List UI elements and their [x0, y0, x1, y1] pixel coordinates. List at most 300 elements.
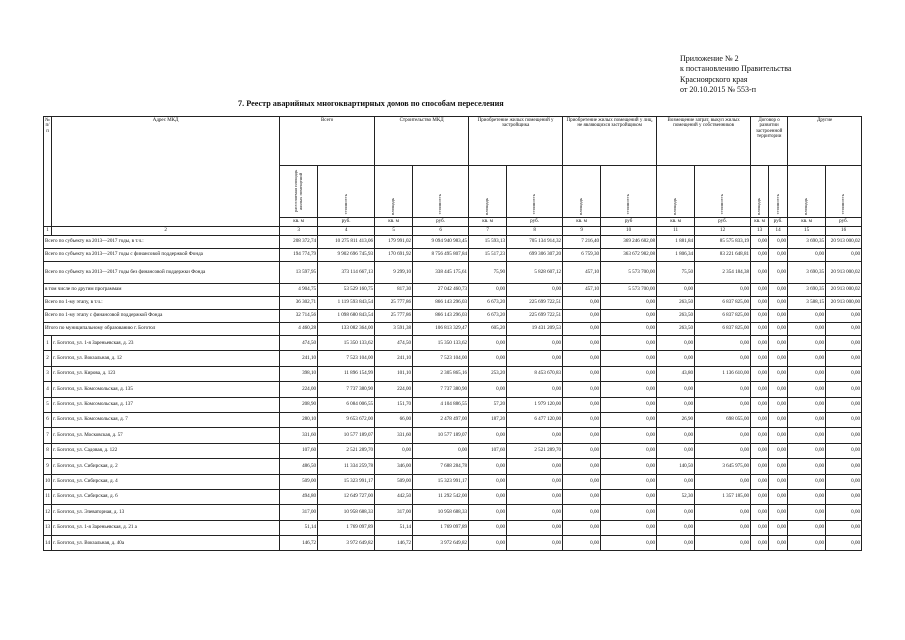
summary-cell: 6 759,30	[563, 249, 601, 262]
summary-cell: 0,00	[788, 249, 826, 262]
table-cell: 3 645 975,00	[695, 459, 751, 474]
summary-cell: 0,00	[563, 310, 601, 323]
table-cell: 698 055,00	[695, 412, 751, 427]
summary-cell: 27 042 460,73	[413, 284, 469, 297]
table-cell: 0,00	[469, 505, 507, 520]
header-purchase-developer: Приобретение жилых помещений у застройщика	[469, 117, 563, 166]
summary-row-label: Всего по 1-му этапу, в т.ч.:	[44, 297, 280, 310]
summary-cell: 1 119 593 843,54	[318, 297, 375, 310]
table-cell: 0,00	[788, 443, 826, 458]
summary-cell: 15 593,13	[469, 236, 507, 249]
summary-cell: 0,00	[695, 284, 751, 297]
header-address: Адрес МКД	[52, 117, 280, 227]
table-cell: 0,00	[563, 412, 601, 427]
table-cell: 0,00	[769, 382, 788, 397]
summary-cell: 373 114 667,13	[318, 262, 375, 284]
column-number: 3	[280, 227, 318, 236]
table-cell: 0,00	[769, 489, 788, 504]
subheader-area: площадь	[563, 166, 601, 218]
table-cell: 0,00	[657, 382, 695, 397]
table-cell: 57,20	[469, 397, 507, 412]
table-cell: 0,00	[826, 397, 862, 412]
unit-cell: руб.	[695, 218, 751, 227]
summary-cell: 0,00	[601, 323, 657, 336]
column-number: 6	[413, 227, 469, 236]
summary-cell: 1 806,34	[657, 249, 695, 262]
summary-cell: 6 673,20	[469, 297, 507, 310]
table-cell: 0,00	[469, 351, 507, 366]
table-cell: 146,72	[375, 536, 413, 551]
column-number: 14	[769, 227, 788, 236]
summary-cell: 9 094 940 983,45	[413, 236, 469, 249]
table-cell: 0,00	[788, 459, 826, 474]
summary-row	[44, 310, 862, 323]
table-cell: 151,70	[375, 397, 413, 412]
summary-cell: 9 299,10	[375, 262, 413, 284]
table-cell: 15 323 991,17	[318, 474, 375, 489]
table-cell: 0,00	[601, 474, 657, 489]
column-number: 1	[44, 227, 52, 236]
table-cell: 208,90	[280, 397, 318, 412]
table-cell: 0,00	[507, 505, 563, 520]
table-cell: 0,00	[695, 505, 751, 520]
table-cell: 66,00	[375, 412, 413, 427]
table-cell: 10 577 189,07	[413, 428, 469, 443]
column-number: 13	[751, 227, 769, 236]
table-cell: 101,10	[375, 366, 413, 381]
header-row-groups	[44, 117, 862, 166]
table-cell: 6 084 006,55	[318, 397, 375, 412]
summary-cell: 4 904,75	[280, 284, 318, 297]
table-cell: 1 357 185,00	[695, 489, 751, 504]
table-cell: 486,50	[280, 459, 318, 474]
table-cell: 0,00	[826, 474, 862, 489]
table-cell: 8 453 670,83	[507, 366, 563, 381]
table-cell: 0,00	[826, 336, 862, 351]
summary-cell: 0,00	[751, 323, 769, 336]
summary-cell: 15 517,23	[469, 249, 507, 262]
unit-cell: руб.	[826, 218, 862, 227]
summary-cell: 1 098 680 843,54	[318, 310, 375, 323]
summary-cell: 0,00	[751, 284, 769, 297]
table-cell: 0,00	[563, 520, 601, 535]
summary-cell: 6 837 825,00	[695, 310, 751, 323]
table-row	[44, 412, 862, 427]
column-number: 9	[563, 227, 601, 236]
table-cell: 0,00	[695, 397, 751, 412]
summary-cell: 605,20	[469, 323, 507, 336]
table-cell: 107,60	[280, 443, 318, 458]
table-cell: 0,00	[788, 351, 826, 366]
table-cell: 0,00	[601, 443, 657, 458]
table-cell: 0,00	[563, 382, 601, 397]
summary-cell: 6 673,20	[469, 310, 507, 323]
table-cell: 2 305 865,16	[413, 366, 469, 381]
table-cell: 1 769 097,89	[413, 520, 469, 535]
table-cell: 0,00	[507, 520, 563, 535]
table-cell: 43,80	[657, 366, 695, 381]
row-number: 2	[44, 351, 52, 366]
summary-cell: 866 143 296,03	[413, 310, 469, 323]
summary-cell: 5 573 700,00	[601, 262, 657, 284]
table-cell: 0,00	[826, 412, 862, 427]
table-cell: 52,30	[657, 489, 695, 504]
summary-row	[44, 284, 862, 297]
unit-cell: руб	[601, 218, 657, 227]
row-number: 3	[44, 366, 52, 381]
table-cell: 0,00	[657, 336, 695, 351]
row-address: г. Боготол, ул. Комсомольская, д. 135	[52, 382, 280, 397]
table-row	[44, 474, 862, 489]
row-address: г. Боготол, ул. Вокзальная, д. 12	[52, 351, 280, 366]
row-number: 9	[44, 459, 52, 474]
table-cell: 0,00	[751, 382, 769, 397]
row-number: 11	[44, 489, 52, 504]
row-address: г. Боготол, ул. Сибирская, д. 2	[52, 459, 280, 474]
table-cell: 0,00	[563, 443, 601, 458]
summary-cell: 75,90	[469, 262, 507, 284]
header-total: Всего	[280, 117, 375, 166]
table-cell: 0,00	[469, 336, 507, 351]
row-address: г. Боготол, ул. Кирова, д. 123	[52, 366, 280, 381]
summary-cell: 0,00	[769, 310, 788, 323]
summary-cell: 25 777,86	[375, 310, 413, 323]
table-cell: 0,00	[751, 428, 769, 443]
table-row	[44, 489, 862, 504]
column-number: 15	[788, 227, 826, 236]
row-address: г. Боготол, ул. Сибирская, д. 6	[52, 489, 280, 504]
header-construction: Строительство МКД	[375, 117, 469, 166]
table-cell: 0,00	[769, 336, 788, 351]
summary-cell: 0,00	[563, 323, 601, 336]
summary-cell: 3 591,38	[375, 323, 413, 336]
subheader-area: площадь	[788, 166, 826, 218]
table-row	[44, 520, 862, 535]
table-cell: 26,90	[657, 412, 695, 427]
table-cell: 0,00	[769, 412, 788, 427]
table-cell: 0,00	[601, 536, 657, 551]
table-cell: 0,00	[657, 536, 695, 551]
table-cell: 0,00	[751, 443, 769, 458]
table-cell: 0,00	[788, 382, 826, 397]
summary-cell: 0,00	[563, 297, 601, 310]
summary-row-label: Всего по субъекту на 2013—2017 годы с финансовой поддержкой Фонда	[44, 249, 280, 262]
approval-line-2: к постановлению Правительства	[680, 64, 792, 74]
summary-row	[44, 249, 862, 262]
table-cell: 0,00	[469, 474, 507, 489]
summary-cell: 0,00	[769, 249, 788, 262]
approval-line-3: Красноярского края	[680, 74, 748, 84]
table-cell: 241,10	[280, 351, 318, 366]
subheader-cost: стоимость	[826, 166, 862, 218]
table-cell: 0,00	[469, 536, 507, 551]
table-row	[44, 397, 862, 412]
summary-cell: 106 813 329,47	[413, 323, 469, 336]
table-cell: 2 521 289,70	[318, 443, 375, 458]
summary-cell: 457,10	[563, 262, 601, 284]
row-number: 5	[44, 397, 52, 412]
summary-cell: 20 913 000,02	[826, 236, 862, 249]
summary-cell: 0,00	[788, 323, 826, 336]
unit-cell: руб.	[413, 218, 469, 227]
row-address: г. Боготол, ул. Сибирская, д. 4	[52, 474, 280, 489]
table-cell: 0,00	[769, 397, 788, 412]
table-cell: 7 737 380,90	[413, 382, 469, 397]
row-address: г. Боготол, ул. Комсомольская, д. 137	[52, 397, 280, 412]
table-cell: 15 350 133,62	[318, 336, 375, 351]
table-cell: 0,00	[769, 505, 788, 520]
summary-cell: 9 902 696 745,93	[318, 249, 375, 262]
row-address: г. Боготол, ул. Московская, д. 57	[52, 428, 280, 443]
summary-cell: 19 431 209,53	[507, 323, 563, 336]
summary-cell: 263,50	[657, 310, 695, 323]
table-cell: 11 334 259,78	[318, 459, 375, 474]
table-cell: 0,00	[601, 459, 657, 474]
table-cell: 509,00	[280, 474, 318, 489]
row-address: г. Боготол, ул. Вокзальная, д. 40а	[52, 536, 280, 551]
table-cell: 0,00	[601, 351, 657, 366]
row-number: 6	[44, 412, 52, 427]
summary-cell: 0,00	[826, 310, 862, 323]
summary-cell: 0,00	[601, 297, 657, 310]
table-row	[44, 382, 862, 397]
table-cell: 0,00	[507, 489, 563, 504]
table-cell: 4 104 886,55	[413, 397, 469, 412]
column-number: 8	[507, 227, 563, 236]
unit-cell: кв. м	[788, 218, 826, 227]
table-cell: 0,00	[563, 459, 601, 474]
summary-cell: 208 372,74	[280, 236, 318, 249]
summary-cell: 225 699 722,51	[507, 297, 563, 310]
table-cell: 0,00	[751, 489, 769, 504]
table-row	[44, 443, 862, 458]
summary-cell: 179 991,02	[375, 236, 413, 249]
header-no: № п/п	[44, 117, 52, 227]
summary-cell: 7 216,40	[563, 236, 601, 249]
table-cell: 0,00	[563, 397, 601, 412]
summary-cell: 705 134 914,32	[507, 236, 563, 249]
table-cell: 509,00	[375, 474, 413, 489]
table-cell: 6 477 120,00	[507, 412, 563, 427]
table-cell: 0,00	[769, 351, 788, 366]
table-cell: 0,00	[695, 336, 751, 351]
summary-cell: 0,00	[751, 249, 769, 262]
table-cell: 0,00	[769, 474, 788, 489]
table-cell: 317,00	[375, 505, 413, 520]
table-cell: 107,60	[469, 443, 507, 458]
summary-cell: 10 275 811 413,06	[318, 236, 375, 249]
unit-cell: руб.	[769, 218, 788, 227]
table-row	[44, 336, 862, 351]
registry-table	[43, 116, 862, 551]
summary-cell: 0,00	[788, 310, 826, 323]
table-cell: 0,00	[826, 366, 862, 381]
summary-cell: 0,00	[769, 323, 788, 336]
table-cell: 0,00	[563, 351, 601, 366]
summary-cell: 3 690,35	[788, 236, 826, 249]
table-cell: 0,00	[751, 351, 769, 366]
summary-cell: 0,00	[751, 297, 769, 310]
table-cell: 0,00	[563, 489, 601, 504]
table-cell: 0,00	[695, 443, 751, 458]
summary-cell: 817,30	[375, 284, 413, 297]
table-cell: 0,00	[695, 428, 751, 443]
table-cell: 0,00	[826, 382, 862, 397]
table-cell: 224,00	[280, 382, 318, 397]
table-cell: 7 523 104,00	[318, 351, 375, 366]
row-address: г. Боготол, ул. Садовая, д. 122	[52, 443, 280, 458]
table-cell: 442,50	[375, 489, 413, 504]
table-row	[44, 428, 862, 443]
unit-cell: кв. м	[469, 218, 507, 227]
table-cell: 0,00	[375, 443, 413, 458]
summary-cell: 369 246 682,08	[601, 236, 657, 249]
row-number: 12	[44, 505, 52, 520]
table-cell: 0,00	[826, 489, 862, 504]
table-cell: 10 958 688,33	[318, 505, 375, 520]
summary-cell: 83 221 648,81	[695, 249, 751, 262]
summary-cell: 0,00	[769, 262, 788, 284]
table-cell: 331,60	[375, 428, 413, 443]
table-cell: 0,00	[507, 428, 563, 443]
summary-row	[44, 262, 862, 284]
summary-cell: 0,00	[769, 236, 788, 249]
summary-row-label: в том числе по другим программам	[44, 284, 280, 297]
column-number: 2	[52, 227, 280, 236]
table-row	[44, 505, 862, 520]
summary-cell: 0,00	[657, 284, 695, 297]
summary-cell: 20 913 000,00	[826, 297, 862, 310]
table-cell: 0,00	[657, 443, 695, 458]
table-cell: 0,00	[563, 336, 601, 351]
table-row	[44, 351, 862, 366]
subheader-cost: стоимость	[413, 166, 469, 218]
summary-cell: 363 672 982,08	[601, 249, 657, 262]
table-cell: 0,00	[826, 428, 862, 443]
table-cell: 0,00	[788, 520, 826, 535]
table-cell: 224,00	[375, 382, 413, 397]
summary-cell: 3 690,35	[788, 284, 826, 297]
header-contract: Договор о развитии застроенной территории	[751, 117, 788, 166]
table-cell: 1 136 610,00	[695, 366, 751, 381]
table-cell: 0,00	[657, 520, 695, 535]
summary-row	[44, 297, 862, 310]
row-number: 4	[44, 382, 52, 397]
table-cell: 10 577 189,07	[318, 428, 375, 443]
header-other: Другие	[788, 117, 862, 166]
table-cell: 317,00	[280, 505, 318, 520]
table-cell: 0,00	[826, 505, 862, 520]
summary-cell: 75,50	[657, 262, 695, 284]
summary-cell: 338 445 175,61	[413, 262, 469, 284]
table-cell: 0,00	[769, 520, 788, 535]
summary-cell: 263,50	[657, 297, 695, 310]
table-cell: 7 523 104,00	[413, 351, 469, 366]
table-cell: 0,00	[695, 474, 751, 489]
table-cell: 0,00	[469, 459, 507, 474]
row-address: г. Боготол, ул. 1-я Зареньевская, д. 23	[52, 336, 280, 351]
table-cell: 15 350 133,62	[413, 336, 469, 351]
row-address: г. Боготол, ул. Комсомольская, д. 7	[52, 412, 280, 427]
table-cell: 0,00	[507, 336, 563, 351]
summary-cell: 263,50	[657, 323, 695, 336]
summary-cell: 13 597,95	[280, 262, 318, 284]
table-cell: 1 979 120,00	[507, 397, 563, 412]
summary-cell: 225 699 722,51	[507, 310, 563, 323]
summary-row-label: Всего по субъекту на 2013—2017 годы, в т.ч.:	[44, 236, 280, 249]
header-compensation: Возмещение затрат, выкуп жилых помещений у собственников	[657, 117, 751, 166]
table-cell: 0,00	[601, 336, 657, 351]
table-cell: 241,10	[375, 351, 413, 366]
table-cell: 0,00	[657, 351, 695, 366]
subheader-cost: стоимость	[769, 166, 788, 218]
table-cell: 0,00	[507, 536, 563, 551]
table-cell: 0,00	[769, 459, 788, 474]
summary-cell: 0,00	[601, 310, 657, 323]
summary-cell: 5 573 700,00	[601, 284, 657, 297]
table-body	[44, 236, 862, 551]
row-number: 8	[44, 443, 52, 458]
table-cell: 0,00	[601, 382, 657, 397]
subheader-area: площадь	[375, 166, 413, 218]
unit-cell: кв. м	[657, 218, 695, 227]
table-cell: 331,60	[280, 428, 318, 443]
column-number: 5	[375, 227, 413, 236]
summary-cell: 0,00	[751, 262, 769, 284]
table-cell: 253,20	[469, 366, 507, 381]
row-address: г. Боготол, ул. Элеваторная, д. 13	[52, 505, 280, 520]
table-cell: 7 688 284,78	[413, 459, 469, 474]
table-cell: 0,00	[788, 489, 826, 504]
summary-cell: 20 913 000,02	[826, 262, 862, 284]
approval-block	[680, 54, 791, 96]
table-cell: 0,00	[751, 336, 769, 351]
table-cell: 280,10	[280, 412, 318, 427]
table-cell: 0,00	[657, 505, 695, 520]
column-numbers-row	[44, 227, 862, 236]
summary-cell: 0,00	[769, 284, 788, 297]
summary-row-label: Итого по муниципальному образованию г. Боготол	[44, 323, 280, 336]
table-cell: 2 521 289,70	[507, 443, 563, 458]
summary-cell: 32 714,56	[280, 310, 318, 323]
table-cell: 0,00	[601, 397, 657, 412]
table-cell: 3 972 649,82	[413, 536, 469, 551]
table-cell: 0,00	[788, 412, 826, 427]
table-cell: 0,00	[469, 382, 507, 397]
table-cell: 0,00	[788, 397, 826, 412]
summary-cell: 0,00	[507, 284, 563, 297]
table-cell: 0,00	[788, 505, 826, 520]
table-cell: 398,10	[280, 366, 318, 381]
approval-line-4: от 20.10.2015 № 553-п	[680, 85, 756, 95]
table-cell: 0,00	[601, 412, 657, 427]
summary-cell: 0,00	[826, 323, 862, 336]
table-cell: 0,00	[601, 520, 657, 535]
table-cell: 140,50	[657, 459, 695, 474]
summary-cell: 25 777,86	[375, 297, 413, 310]
subheader-area: площадь	[469, 166, 507, 218]
unit-cell: кв. м	[375, 218, 413, 227]
summary-cell: 8 756 495 807,84	[413, 249, 469, 262]
table-cell: 494,80	[280, 489, 318, 504]
row-number: 10	[44, 474, 52, 489]
table-cell: 0,00	[601, 428, 657, 443]
table-cell: 0,00	[751, 366, 769, 381]
table-cell: 0,00	[563, 474, 601, 489]
table-cell: 1 769 097,89	[318, 520, 375, 535]
header-purchase-non-developer: Приобретение жилых помещений у лиц, не являющихся застройщиком	[563, 117, 657, 166]
table-row	[44, 459, 862, 474]
